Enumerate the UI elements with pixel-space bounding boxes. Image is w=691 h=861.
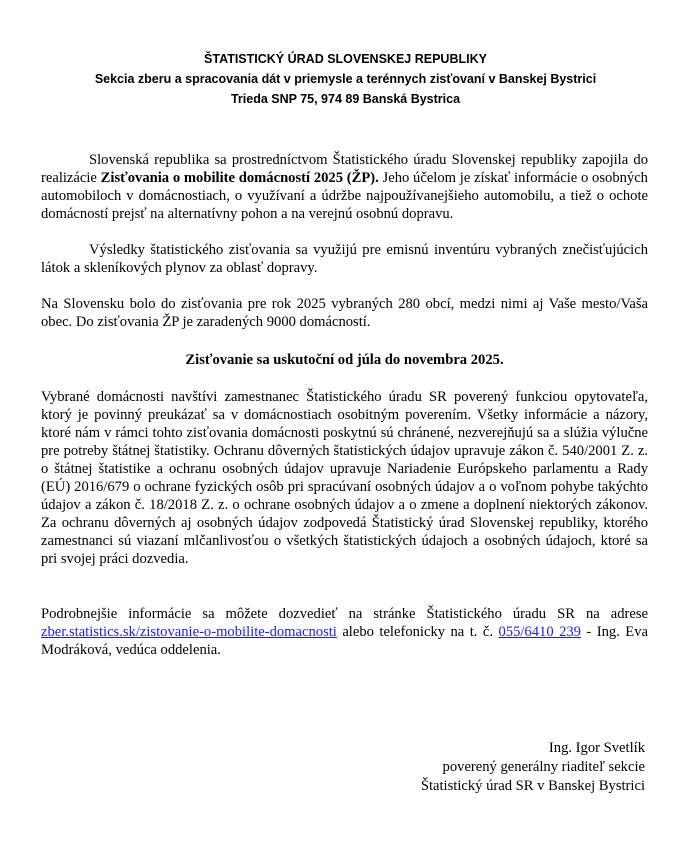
phone-link[interactable]: 055/6410 239 [498, 624, 581, 640]
intro-text: Slovenská republika sa prostredníctvom Štatistického úradu Slovenskej republiky zapojila do realizácie [41, 152, 648, 186]
intro-purpose: Jeho účelom je získať informácie o osobných automobiloch v domácnostiach, o využívaní a údržbe najpoužívanejšieho automobilu, a tiež o ochote domácností prejsť na alternatívny pohon a na verejnú osobnú dopravu. [41, 170, 648, 222]
section-name: Sekcia zberu a spracovania dát v priemysle a terénnych zisťovaní v Banskej Bystrici [94, 72, 597, 86]
signatory-name: Ing. Igor Svetlík [548, 740, 645, 756]
office-name: ŠTATISTICKÝ ÚRAD SLOVENSKEJ REPUBLIKY [204, 52, 487, 66]
paragraph-contact [41, 605, 648, 659]
contact-phone-text: alebo telefonicky na t. č. [336, 624, 499, 640]
survey-name: Zisťovania o mobilite domácností 2025 (ŽP). [100, 170, 379, 186]
contact-person: - Ing. Eva Modráková, vedúca oddelenia. [41, 624, 648, 658]
survey-period: Zisťovanie sa uskutoční od júla do novembra 2025. [185, 352, 504, 368]
signature-block [421, 739, 645, 796]
survey-website-link[interactable]: zber.statistics.sk/zistovanie-o-mobilite-domacnosti [41, 624, 337, 640]
paragraph-intro [41, 151, 648, 223]
paragraph-sample: Na Slovensku bolo do zisťovania pre rok 2025 vybraných 280 obcí, medzi nimi aj Vaše mesto/Vaša obec. Do zisťovania ŽP je zaradených 9000 domácností. [41, 296, 648, 330]
signatory-role: poverený generálny riaditeľ sekcie [442, 759, 645, 775]
paragraph-privacy: Vybrané domácnosti navštívi zamestnanec Štatistického úradu SR poverený funkciou opytovateľa, ktorý je povinný preukázať sa v domácnostiach osobitným poverením. Všetky informácie a názory, ktoré nám v rámci tohto zisťovania domácnosti poskytnú sú chránené, nezverejňujú sa a slúžia výlučne pre potreby štátnej štatistiky. Ochranu dôverných štatistických údajov upravuje zákon č. 540/2001 Z. z. o štátnej štatistike a ochranu osobných údajov upravuje Nariadenie Európskeho parlamentu a Rady (EÚ) 2016/679 o ochrane fyzických osôb pri spracúvaní osobných údajov a o voľnom pohybe takýchto údajov a zákon č. 18/2018 Z. z. o ochrane osobných údajov a o zmene a doplnení niektorých zákonov. Za ochranu dôverných aj osobných údajov zodpovedá Štatistický úrad Slovenskej republiky, ktorého zamestnanci sú viazaní mlčanlivosťou o všetkých štatistických údajoch a osobných údajoch, ktoré sa pri svojej práci dozvedia. [41, 389, 648, 567]
letterhead [0, 49, 691, 109]
contact-text: Podrobnejšie informácie sa môžete dozvedieť na stránke Štatistického úradu SR na adrese [41, 606, 648, 622]
office-address: Trieda SNP 75, 974 89 Banská Bystrica [230, 92, 461, 106]
paragraph-results: Výsledky štatistického zisťovania sa využijú pre emisnú inventúru vybraných znečisťujúcich látok a skleníkových plynov za oblasť dopravy. [41, 242, 648, 276]
signatory-organization: Štatistický úrad SR v Banskej Bystrici [420, 778, 645, 794]
